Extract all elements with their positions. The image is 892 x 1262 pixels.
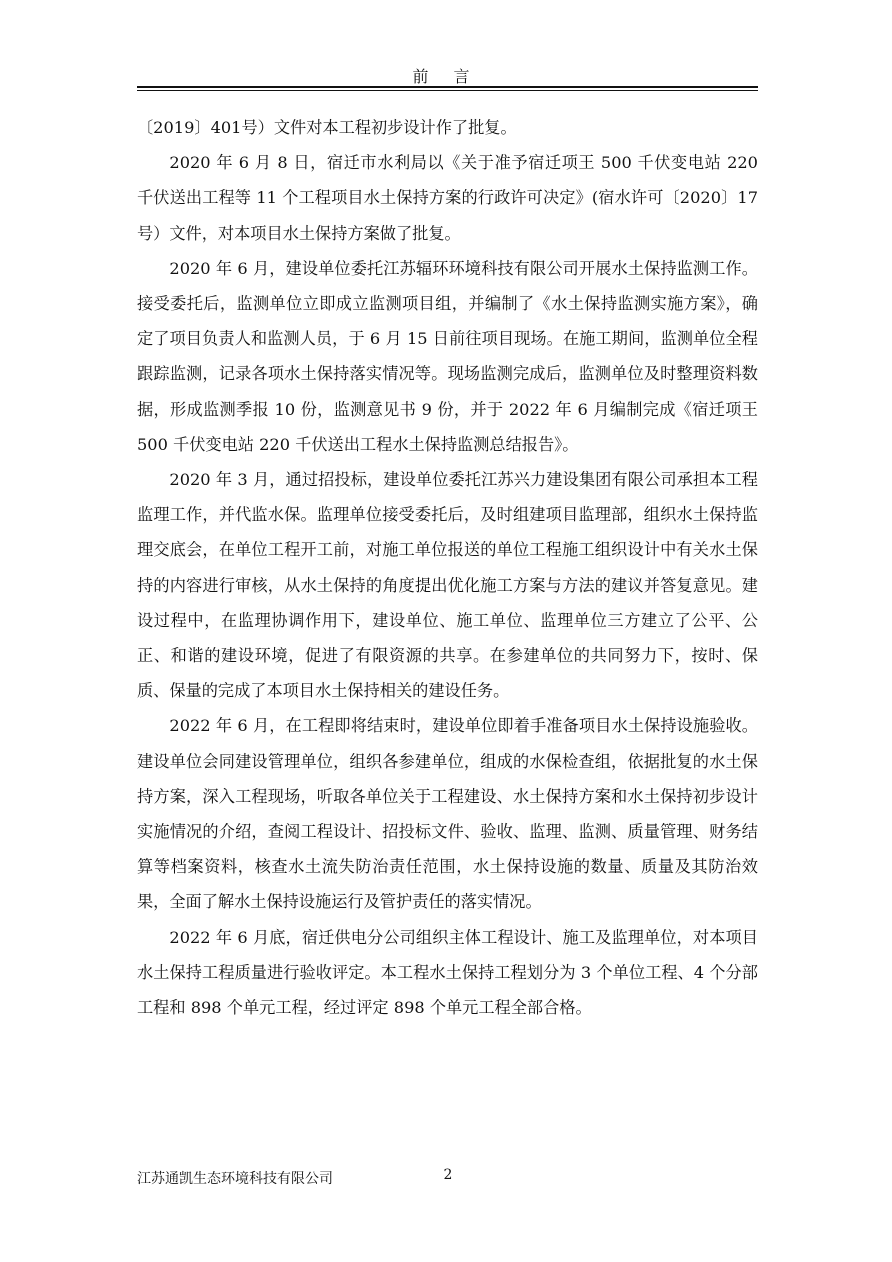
page-header-title: 前 言 <box>412 67 480 86</box>
paragraph: 2022 年 6 月，在工程即将结束时，建设单位即着手准备项目水土保持设施验收。建设单位会同建设管理单位，组织各参建单位，组成的水保检查组，依据批复的水土保持方案，深入工程现场，听取各单位关于工程建设、水土保持方案和水土保持初步设计实施情况的介绍，查阅工程设计、招投标文件、验收、监理、监测、质量管理、财务结算等档案资料，核查水土流失防治责任范围，水土保持设施的数量、质量及其防治效果，全面了解水土保持设施运行及管护责任的落实情况。 <box>137 716 758 912</box>
paragraph: 2020 年 6 月 8 日，宿迁市水利局以《关于准予宿迁项王 500 千伏变电站 220 千伏送出工程等 11 个工程项目水土保持方案的行政许可决定》(宿水许可〔2020〕17 号）文件，对本项目水土保持方案做了批复。 <box>137 153 758 243</box>
paragraph: 2022 年 6 月底，宿迁供电分公司组织主体工程设计、施工及监理单位，对本项目水土保持工程质量进行验收评定。本工程水土保持工程划分为 3 个单位工程、4 个分部工程和 898 个单元工程，经过评定 898 个单元工程全部合格。 <box>137 927 758 1018</box>
paragraph: 2020 年 6 月，建设单位委托江苏辐环环境科技有限公司开展水土保持监测工作。接受委托后，监测单位立即成立监测项目组，并编制了《水土保持监测实施方案》，确定了项目负责人和监测人员，于 6 月 15 日前往项目现场。在施工期间，监测单位全程跟踪监测，记录各项水土保持落实情况等。现场监测完成后，监测单位及时整理资料数据，形成监测季报 10 份，监测意见书 9 份，并于 2022 年 6 月编制完成《宿迁项王 500 千伏变电站 220 千伏送出工程水土保持监测总结报告》。 <box>137 258 758 454</box>
footer-company-name: 江苏通凯生态环境科技有限公司 <box>137 1171 333 1187</box>
header-rule-thick <box>137 86 758 88</box>
header-rule-thin <box>137 90 758 91</box>
footer-page-number: 2 <box>443 1167 453 1183</box>
paragraph-continuation: 〔2019〕401号）文件对本工程初步设计作了批复。 <box>137 118 517 137</box>
paragraph: 2020 年 3 月，通过招投标，建设单位委托江苏兴力建设集团有限公司承担本工程监理工作，并代监水保。监理单位接受委托后，及时组建项目监理部，组织水土保持监理交底会，在单位工程开工前，对施工单位报送的单位工程施工组织设计中有关水土保持的内容进行审核，从水土保持的角度提出优化施工方案与方法的建议并答复意见。建设过程中，在监理协调作用下，建设单位、施工单位、监理单位三方建立了公平、公正、和谐的建设环境，促进了有限资源的共享。在参建单位的共同努力下，按时、保质、保量的完成了本项目水土保持相关的建设任务。 <box>137 470 758 701</box>
body-text <box>137 110 758 1025</box>
